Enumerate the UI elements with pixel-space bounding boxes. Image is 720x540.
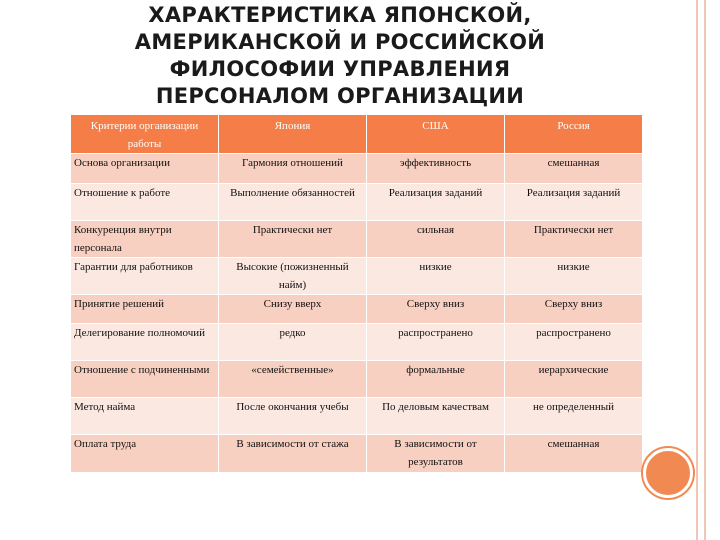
table-cell: Гармония отношений: [219, 154, 367, 184]
table-cell: Конкуренция внутри персонала: [71, 221, 219, 258]
table-cell: не определенный: [505, 398, 643, 435]
table-row: [71, 221, 643, 258]
table-cell: После окончания учебы: [219, 398, 367, 435]
table-cell: Практически нет: [505, 221, 643, 258]
title-line: ПЕРСОНАЛОМ ОРГАНИЗАЦИИ: [155, 84, 525, 108]
table-header-row: [71, 115, 643, 154]
table-row: [71, 184, 643, 221]
table-cell: В зависимости от результатов: [367, 435, 505, 473]
title-line: ФИЛОСОФИИ УПРАВЛЕНИЯ: [169, 57, 511, 81]
table-row: [71, 258, 643, 295]
table-cell: сильная: [367, 221, 505, 258]
table-cell: низкие: [367, 258, 505, 295]
table-cell: Практически нет: [219, 221, 367, 258]
table-cell: Основа организации: [71, 154, 219, 184]
table-cell: низкие: [505, 258, 643, 295]
table-cell: иерархические: [505, 361, 643, 398]
table-cell: Сверху вниз: [505, 295, 643, 324]
table-cell: Реализация заданий: [367, 184, 505, 221]
table-cell: редко: [219, 324, 367, 361]
table-cell: Сверху вниз: [367, 295, 505, 324]
header-criteria: Критерии организации работы: [71, 115, 219, 154]
table-cell: «семейственные»: [219, 361, 367, 398]
header-russia: Россия: [505, 115, 643, 154]
table-cell: формальные: [367, 361, 505, 398]
table-cell: Делегирование полномочий: [71, 324, 219, 361]
table-row: [71, 435, 643, 473]
table-cell: Отношение к работе: [71, 184, 219, 221]
table-cell: Гарантии для работников: [71, 258, 219, 295]
table-cell: смешанная: [505, 154, 643, 184]
slide-title: [60, 2, 620, 110]
table-row: [71, 324, 643, 361]
table-cell: Снизу вверх: [219, 295, 367, 324]
decorative-orange-circle: [643, 448, 693, 498]
title-line: АМЕРИКАНСКОЙ И РОССИЙСКОЙ: [134, 30, 546, 54]
table-cell: Отношение с подчиненными: [71, 361, 219, 398]
header-usa: США: [367, 115, 505, 154]
table-cell: Оплата труда: [71, 435, 219, 473]
comparison-table: [70, 114, 643, 473]
header-japan: Япония: [219, 115, 367, 154]
table-cell: По деловым качествам: [367, 398, 505, 435]
table-cell: Метод найма: [71, 398, 219, 435]
table-row: [71, 361, 643, 398]
decorative-border-line: [696, 0, 698, 540]
table-cell: Выполнение обязанностей: [219, 184, 367, 221]
title-line: ХАРАКТЕРИСТИКА ЯПОНСКОЙ,: [148, 3, 532, 27]
table-cell: распространено: [367, 324, 505, 361]
decorative-border-line: [704, 0, 706, 540]
table-cell: смешанная: [505, 435, 643, 473]
table-cell: Принятие решений: [71, 295, 219, 324]
table-row: [71, 295, 643, 324]
table-row: [71, 154, 643, 184]
table-row: [71, 398, 643, 435]
table-cell: распространено: [505, 324, 643, 361]
table-cell: эффективность: [367, 154, 505, 184]
table-cell: Реализация заданий: [505, 184, 643, 221]
table-cell: Высокие (пожизненный найм): [219, 258, 367, 295]
table-cell: В зависимости от стажа: [219, 435, 367, 473]
